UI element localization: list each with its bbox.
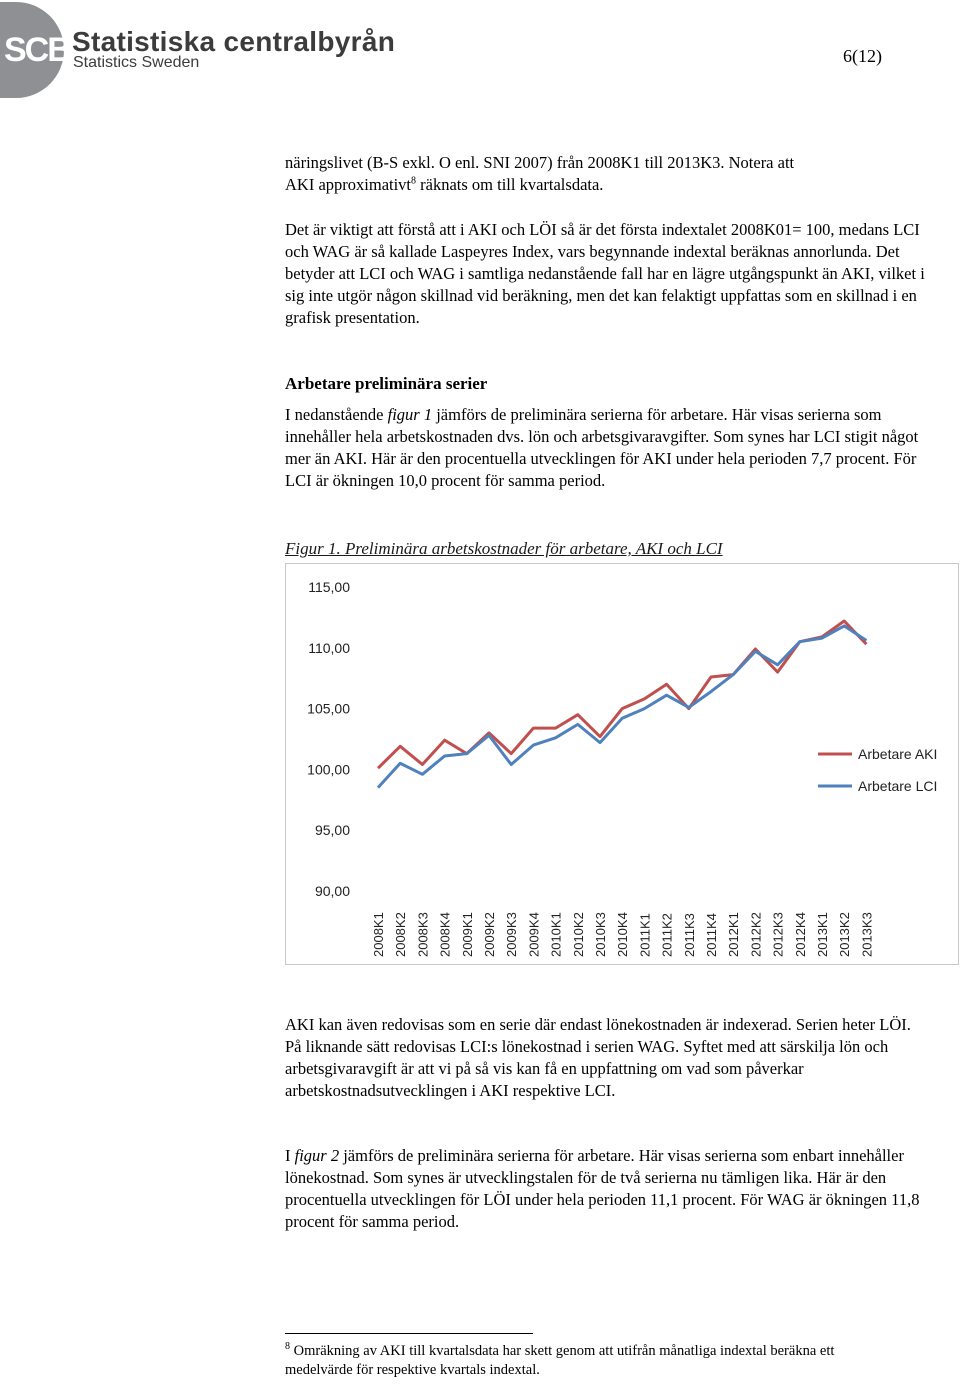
- x-tick-label: 2010K4: [615, 912, 631, 957]
- paragraph-loi: AKI kan även redovisas som en serie där endast lönekostnaden är indexerad. Serien heter LÖI. På liknande sätt redovisas LCI:s lönekostnad i serien WAG. Syftet med att särskilja lön och arbetsgivaravgift är att vi på så vis kan få en uppfattning om vad som påverkar arbetskostnadsutvecklingen i AKI respektive LCI.: [285, 1015, 911, 1100]
- footnote: [285, 1342, 905, 1380]
- text-segment: jämförs de preliminära serierna för arbetare. Här visas serierna som innehåller hela arbetskostnaden dvs. lön och arbetsgivaravgifter. Som synes har LCI stigit något mer än AKI. Här är den procentuella utvecklingen för AKI under hela perioden 7,7 procent. För LCI är ökningen 10,0 procent för samma period.: [285, 405, 919, 490]
- text-segment: räknats om till kvartalsdata.: [416, 175, 604, 194]
- footnote-text: Omräkning av AKI till kvartalsdata har skett genom att utifrån månatliga indextal beräkna ett medelvärde för respektive kvartals indextal.: [285, 1343, 835, 1378]
- x-tick-label: 2012K4: [792, 912, 808, 957]
- series-line-aki: [378, 621, 866, 768]
- x-tick-label: 2012K3: [770, 912, 786, 957]
- line-chart: [286, 564, 958, 964]
- x-tick-label: 2010K3: [593, 912, 608, 957]
- footnote-divider: [285, 1333, 533, 1334]
- scb-logo-icon: SCB: [0, 2, 64, 98]
- figure-reference: figur 2: [294, 1146, 340, 1165]
- text-segment: AKI approximativt: [285, 175, 412, 194]
- page-number: 6(12): [843, 46, 882, 66]
- x-tick-label: 2011K2: [659, 913, 675, 957]
- x-tick-label: 2009K3: [504, 912, 520, 957]
- x-tick-label: 2010K1: [548, 912, 564, 957]
- x-tick-label: 2012K1: [726, 912, 742, 957]
- legend-label: Arbetare AKI: [858, 746, 938, 762]
- x-tick-label: 2011K3: [681, 913, 697, 957]
- y-tick-label: 105,00: [307, 700, 350, 717]
- x-tick-label: 2013K2: [837, 912, 853, 957]
- figure-caption: Figur 1. Preliminära arbetskostnader för arbetare, AKI och LCI: [285, 539, 723, 558]
- footnote-number: 8: [285, 1341, 290, 1353]
- footnote-reference[interactable]: 8: [411, 175, 417, 187]
- y-tick-label: 95,00: [314, 822, 350, 839]
- figure-reference: figur 1: [387, 405, 433, 424]
- section-heading: Arbetare preliminära serier: [285, 374, 488, 393]
- text-segment: I nedanstående: [285, 405, 388, 424]
- x-tick-label: 2009K2: [482, 912, 497, 957]
- y-tick-label: 110,00: [308, 639, 350, 656]
- paragraph-intro-line2: [285, 174, 925, 196]
- x-tick-label: 2011K1: [637, 913, 653, 957]
- paragraph-intro-line1: näringslivet (B-S exkl. O enl. SNI 2007) från 2008K1 till 2013K3. Notera att: [285, 153, 795, 172]
- x-tick-label: 2013K1: [815, 912, 830, 957]
- x-tick-label: 2010K2: [570, 912, 586, 957]
- x-tick-label: 2009K4: [526, 912, 542, 957]
- text-segment: jämförs de preliminära serierna för arbetare. Här visas serierna som enbart innehåller lönekostnad. Som synes är utvecklingstalen för de två serierna nu tämligen lika. Här är den procentuella utvecklingen för LÖI under hela perioden 11,1 procent. För WAG är ökningen 11,8 procent för samma period.: [285, 1146, 920, 1231]
- paragraph-laspeyres: Det är viktigt att förstå att i AKI och LÖI så är det första indextalet 2008K01= 100, medans LCI och WAG är så kallade Laspeyres Index, vars begynnande indextal beräknas annorlunda. Det betyder att LCI och WAG i samtliga nedanstående fall har en lägre utgångspunkt än AKI, vilket i sig inte utgör någon skillnad vid beräkning, men det kan felaktigt uppfattas som en skillnad i en grafisk presentation.: [285, 220, 925, 327]
- paragraph-figure2: [285, 1145, 925, 1233]
- logo-title: Statistiska centralbyrån: [72, 26, 396, 57]
- x-tick-label: 2008K1: [371, 912, 386, 957]
- logo-subtitle: Statistics Sweden: [73, 54, 200, 71]
- legend-label: Arbetare LCI: [858, 778, 938, 794]
- x-tick-label: 2008K3: [415, 912, 431, 957]
- y-tick-label: 115,00: [308, 579, 350, 595]
- series-line-lci: [378, 626, 866, 788]
- text-segment: I: [285, 1146, 295, 1165]
- chart-container: [285, 563, 959, 965]
- x-tick-label: 2008K2: [393, 912, 409, 957]
- y-tick-label: 90,00: [314, 883, 350, 899]
- x-tick-label: 2011K4: [704, 913, 719, 957]
- x-tick-label: 2008K4: [437, 912, 453, 957]
- paragraph-intro: [285, 152, 925, 196]
- paragraph-figure1: [285, 404, 925, 492]
- y-tick-label: 100,00: [307, 761, 350, 778]
- x-tick-label: 2013K3: [859, 912, 875, 957]
- x-tick-label: 2012K2: [748, 912, 764, 957]
- x-tick-label: 2009K1: [459, 912, 475, 957]
